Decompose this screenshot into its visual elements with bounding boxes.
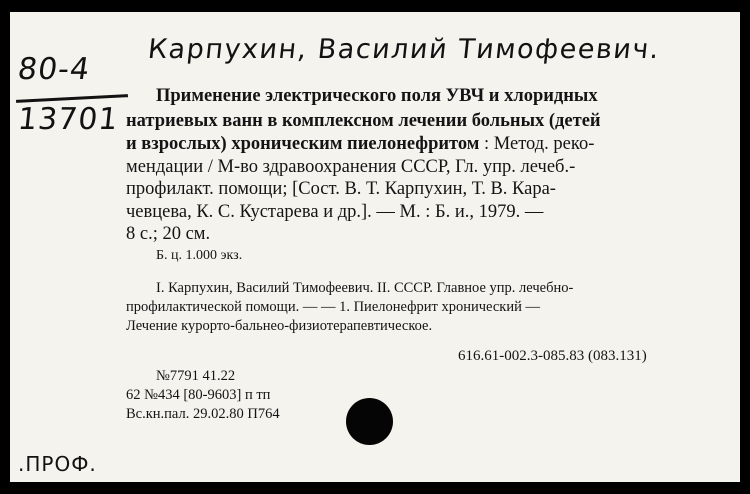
title-line-1: Применение электрического поля УВЧ и хлоридных [156,86,598,106]
tracing-line-1: I. Карпухин, Василий Тимофеевич. II. СССР. Главное упр. лечебно- [156,280,574,296]
udc-classification: 616.61-002.3-085.83 (083.131) [458,348,647,364]
title-line-3-rest: : Метод. реко- [479,134,595,154]
punch-hole-blot [346,398,393,445]
title-line-4: мендации / М-во здравоохранения СССР, Гл. упр. лечеб.- [126,157,576,177]
call-number-bottom: 13701 [16,102,121,137]
title-line-2: натриевых ванн в комплексном лечении больных (детей [126,111,601,131]
price-and-print-run: Б. ц. 1.000 экз. [156,248,243,263]
production-line-1: №7791 41.22 [156,368,236,384]
tracing-line-2: профилактической помощи. — — 1. Пиелонефрит хронический — [126,299,540,315]
title-line-6: чевцева, К. С. Кустарева и др.]. — М. : Б. и., 1979. — [126,202,544,222]
title-line-3-bold: и взрослых) хроническим пиелонефритом [126,134,480,154]
title-line-7: 8 с.; 20 см. [126,224,211,244]
production-line-2: 62 №434 [80-9603] п тп [126,387,271,403]
catalog-card [10,12,740,482]
call-number-top: 80-4 [15,52,93,87]
handwritten-shelf-note: .ПРОФ. [18,452,97,476]
handwritten-author-heading: Карпухин, Василий Тимофеевич. [146,34,662,65]
tracing-line-3: Лечение курорто-бальнео-физиотерапевтическое. [126,318,433,334]
title-line-5: профилакт. помощи; [Сост. В. Т. Карпухин, Т. В. Кара- [126,179,556,199]
production-line-3: Вс.кн.пал. 29.02.80 П764 [126,406,280,422]
title-line-3 [126,135,594,154]
